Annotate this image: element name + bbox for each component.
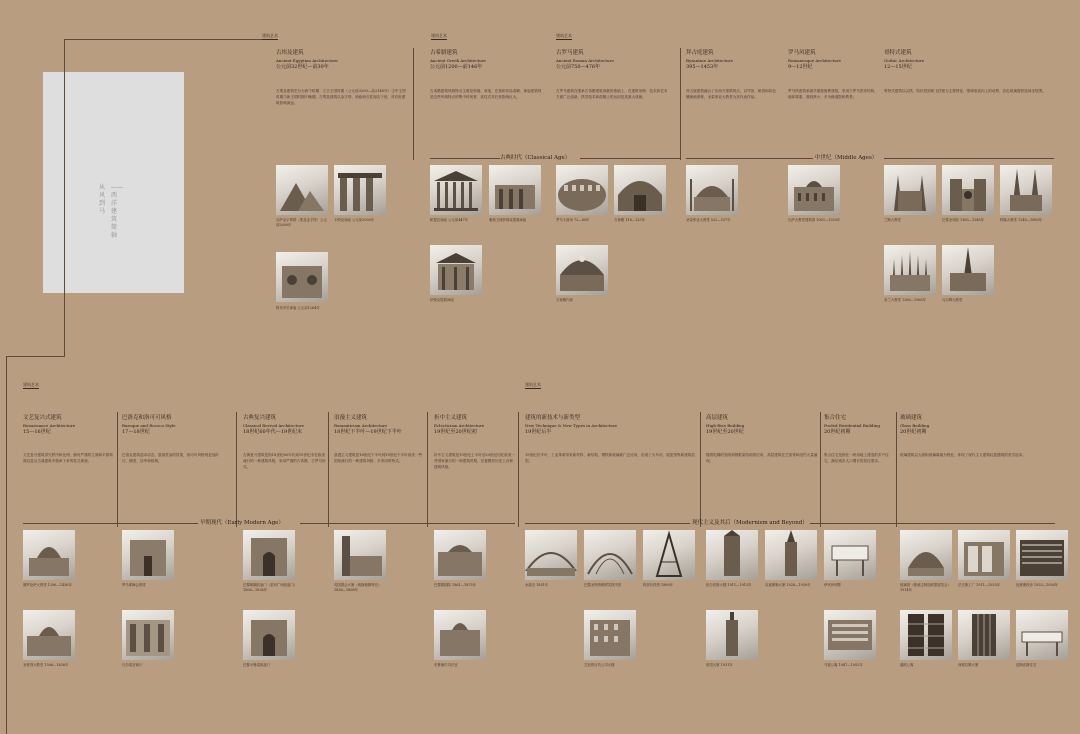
architecture-photo [489,165,541,215]
architecture-photo [525,530,577,580]
period-description: 古典复兴建筑是指18世纪60年代到19世纪末在欧美流行的一种建筑风格，采用严谨的古希腊、古罗马形式。 [243,453,326,469]
period-heading: 高层建筑 High-Rise Building 19世纪至20世纪 [706,415,745,435]
architecture-photo [243,610,295,660]
era-label: 现代主义及其后（Modernism and Beyond） [692,520,808,526]
period-heading: 古典复兴建筑 Classical Revival Architecture 18世纪60年代—19世纪末 [243,415,304,435]
architecture-photo [334,530,386,580]
period-description: 19世纪后半叶，工业革命带来新材料、新结构，钢铁和玻璃被广泛应用，出现了火车站、展览馆等新建筑类型。 [525,453,695,463]
architecture-photo [556,245,608,295]
photo-caption: 圣索菲亚大教堂 532—537年 [686,218,731,222]
era-label: 中世纪（Middle Ages） [815,155,878,161]
photo-caption: 伊瑞克提翁神庙 [430,298,454,302]
section-tag: 建筑艺术 [23,382,39,387]
era-line [810,523,1055,524]
photo-caption: 伍尔沃斯大楼 1911—1913年 [706,583,752,587]
period-description: 文艺复兴建筑讲究秩序和比例，拥有严谨的立面和平面构图以及从古典建筑中继承下来的柱式系统。 [23,453,113,463]
period-description: 随着电梯的发明和钢框架结构的应用，高层建筑在芝加哥和纽约大量涌现。 [706,453,818,463]
photo-caption: 万神殿 118—125年 [614,218,645,222]
period-heading: 古希腊建筑 Ancient Greek Architecture 公元前1200—前146年 [430,50,486,70]
photo-caption: 阿布辛贝神庙 公元前1264年 [276,306,320,310]
period-description: 集合住宅是指在一块用地上建造的多户住宅，满足城市人口增长的居住需求。 [824,453,889,463]
timeline-bottom-left-line [6,356,7,734]
divider [820,412,821,527]
architecture-photo [584,610,636,660]
period-description: 罗马风建筑承袭早期基督教建筑，采用古罗马拱券结构，墙体厚重，窗洞狭小，多为修道院和教堂。 [788,89,878,99]
architecture-photo [1016,530,1068,580]
period-description: 古罗马建筑在继承古希腊建筑成就的基础上，在建筑形制、技术和艺术方面广泛创新，拱券技术和混凝土的运用是其最大成就。 [556,89,668,99]
architecture-photo [122,610,174,660]
period-description: 巴洛克建筑追求动态、富丽堂皇的效果，洛可可风格则更加纤巧、精美、浮华和烦琐。 [122,453,220,463]
architecture-photo [900,610,952,660]
period-heading: 集合住宅 Pooled Residential Building 20世纪初期 [824,415,880,435]
era-line [686,158,813,159]
era-label: 古典时代（Classical Age） [500,155,571,161]
period-description: 哥特式建筑以尖拱、肋状拱顶和飞扶壁为主要特征，强调垂直向上的动势，彩色玻璃窗营造神圣氛围。 [884,89,1046,93]
photo-caption: 帝国大厦 1931年 [706,663,733,667]
architecture-photo [643,530,695,580]
photo-caption: 罗马斗兽场 72—80年 [556,218,590,222]
architecture-photo [824,610,876,660]
photo-caption: 克莱斯勒大厦 1928—1930年 [765,583,811,587]
photo-caption: 卡纳克神庙 公元前2000年 [334,218,375,222]
divider [680,48,681,160]
cover-title-line2: ——西洋建筑简轴 [111,184,123,239]
period-heading: 浪漫主义建筑 Romanticism Architecture 18世纪下半叶—19世纪下半叶 [334,415,402,435]
architecture-photo [122,530,174,580]
architecture-photo [788,165,840,215]
era-line [300,523,515,524]
photo-caption: 芝加哥百货公司大楼 [584,663,615,667]
architecture-photo [434,530,486,580]
photo-caption: 巴黎圣热纳维耶芙图书馆 [584,583,622,587]
photo-caption: 萨伏伊别墅 [824,583,841,587]
architecture-photo [430,165,482,215]
architecture-photo [942,245,994,295]
era-line [580,158,680,159]
period-heading: 拜占庭建筑 Byzantine Architecture 395—1453年 [686,50,733,70]
architecture-photo [23,610,75,660]
era-line [430,158,500,159]
era-line [884,158,1054,159]
timeline-left-line [64,39,65,356]
timeline-top-line [64,39,269,40]
photo-caption: 西格拉姆大厦 [958,663,979,667]
architecture-photo [584,530,636,580]
era-line [525,523,690,524]
architecture-photo [824,530,876,580]
divider [427,412,428,527]
architecture-photo [1016,610,1068,660]
divider [700,412,701,527]
photo-caption: 万神殿内部 [556,298,573,302]
architecture-photo [958,530,1010,580]
period-description: 古埃及建筑史分为四个时期：①古王国时期（公元前3200—前2140年）②中王国时期③新王国时期④晚期。古埃及建筑以金字塔、神庙和石柱闻名于世，对后世建筑影响深远。 [276,89,406,105]
section-tag: 建筑艺术 [262,33,278,38]
divider [518,412,519,527]
photo-caption: 兰斯大教堂 [884,218,901,222]
period-description: 拜占庭建筑融合了东西方建筑特点，以穹顶、帆拱和彩色镶嵌画著称，圣索菲亚大教堂为其代表作品。 [686,89,776,99]
photo-caption: 湖滨公寓 [900,663,914,667]
photo-caption: 巴黎圣母院 1163—1345年 [942,218,985,222]
photo-caption: 帕提农神庙 公元前447年 [430,218,469,222]
period-heading: 折中主义建筑 Eclecticism Architecture 19世纪至20世纪初 [434,415,485,435]
architecture-photo [884,245,936,295]
architecture-photo [556,165,608,215]
photo-caption: 巴黎卡鲁索凯旋门 [243,663,271,667]
architecture-photo [765,530,817,580]
period-heading: 罗马风建筑 Romanesque Architecture 9—12世纪 [788,50,841,70]
architecture-photo [958,610,1010,660]
divider [236,412,237,527]
divider [413,48,414,160]
architecture-photo [884,165,936,215]
timeline-mid-line [6,356,65,357]
photo-caption: 法古斯工厂 1911—1925年 [958,583,1001,587]
architecture-photo [430,245,482,295]
period-heading: 巴洛克和洛可可风格 Baroque and Rococo Style 17—18世纪 [122,415,176,435]
photo-caption: 水晶宫 1851年 [525,583,549,587]
photo-caption: 米兰大教堂 1386—1965年 [884,298,927,302]
period-description: 玻璃建筑以大面积玻璃幕墙为特征，体现了现代主义建筑轻盈透明的美学追求。 [900,453,1026,457]
architecture-photo [276,165,328,215]
architecture-photo [23,530,75,580]
photo-caption: 范斯沃斯住宅 [1016,663,1037,667]
architecture-photo [614,165,666,215]
photo-caption: 马赛公寓 1947—1952年 [824,663,863,667]
divider [328,412,329,527]
photo-caption: 巴黎雄狮凯旋门（星形广场凯旋门）1806—1836年 [243,583,296,592]
section-tag: 建筑艺术 [525,382,541,387]
era-line [23,523,198,524]
photo-caption: 英国国会大厦（威斯敏斯特宫）1836—1868年 [334,583,382,592]
architecture-photo [276,252,328,302]
photo-caption: 圣彼得大教堂 1506—1626年 [23,663,69,667]
photo-caption: 布鲁塞尔司法宫 [434,663,458,667]
photo-caption: 巴黎歌剧院 1861—1875年 [434,583,477,587]
period-description: 古希腊建筑风格特点主要是和谐、单纯、庄重和布局清晰，神庙建筑则是这些风格特点的集中体现者，其柱式对后世影响巨大。 [430,89,542,99]
photo-caption: 比萨大教堂建筑群 1063—1350年 [788,218,841,222]
architecture-photo [686,165,738,215]
photo-caption: 吉萨金字塔群（埃及金字塔）公元前2600年 [276,218,327,227]
cover-title-line1: 从风到马 [99,184,106,215]
photo-caption: 佛罗伦萨大教堂 1296—1436年 [23,583,72,587]
section-tag: 建筑艺术 [431,33,447,38]
period-heading: 建筑的新技术与新类型 New Technique & New Types in Architecture 19世纪后半 [525,415,618,435]
period-heading: 古罗马建筑 Ancient Roman Architecture 公元前750—476年 [556,50,614,70]
period-heading: 玻璃建筑 Glass Building 20世纪初期 [900,415,930,435]
period-description: 浪漫主义建筑是18世纪下半叶到19世纪下半叶欧美一些国家流行的一种建筑风格，多采用哥特式。 [334,453,423,463]
photo-caption: 埃菲尔铁塔 1889年 [643,583,674,587]
period-heading: 古埃及建筑 Ancient Egyptian Architecture 公元前32世纪—前30年 [276,50,338,70]
divider [896,412,897,527]
photo-caption: 包豪斯校舍 1925—1926年 [1016,583,1059,587]
photo-caption: 科隆大教堂 1248—1880年 [1000,218,1043,222]
architecture-photo [334,165,386,215]
photo-caption: 乌尔姆大教堂 [942,298,963,302]
photo-caption: 雅典卫城伊瑞克提翁神庙 [489,218,527,222]
architecture-photo [900,530,952,580]
architecture-photo [243,530,295,580]
architecture-photo [1000,165,1052,215]
photo-caption: 凡尔赛宫镜厅 [122,663,143,667]
photo-caption: 罗马耶稣会教堂 [122,583,146,587]
architecture-photo [434,610,486,660]
architecture-photo [942,165,994,215]
section-tag: 建筑艺术 [556,33,572,38]
architecture-photo [706,610,758,660]
period-heading: 哥特式建筑 Gothic Architecture 12—15世纪 [884,50,925,70]
era-label: 早期现代（Early Modern Age） [200,520,284,526]
period-heading: 文艺复兴式建筑 Renaissance Architecture 15—16世纪 [23,415,76,435]
photo-caption: 玻璃馆（德意志制造联盟展览会）1914年 [900,583,951,592]
architecture-photo [706,530,758,580]
period-description: 折中主义建筑是19世纪上半叶至20世纪初在欧美一些国家流行的一种建筑风格，任意模仿历史上各种建筑风格。 [434,453,516,469]
divider [117,412,118,527]
